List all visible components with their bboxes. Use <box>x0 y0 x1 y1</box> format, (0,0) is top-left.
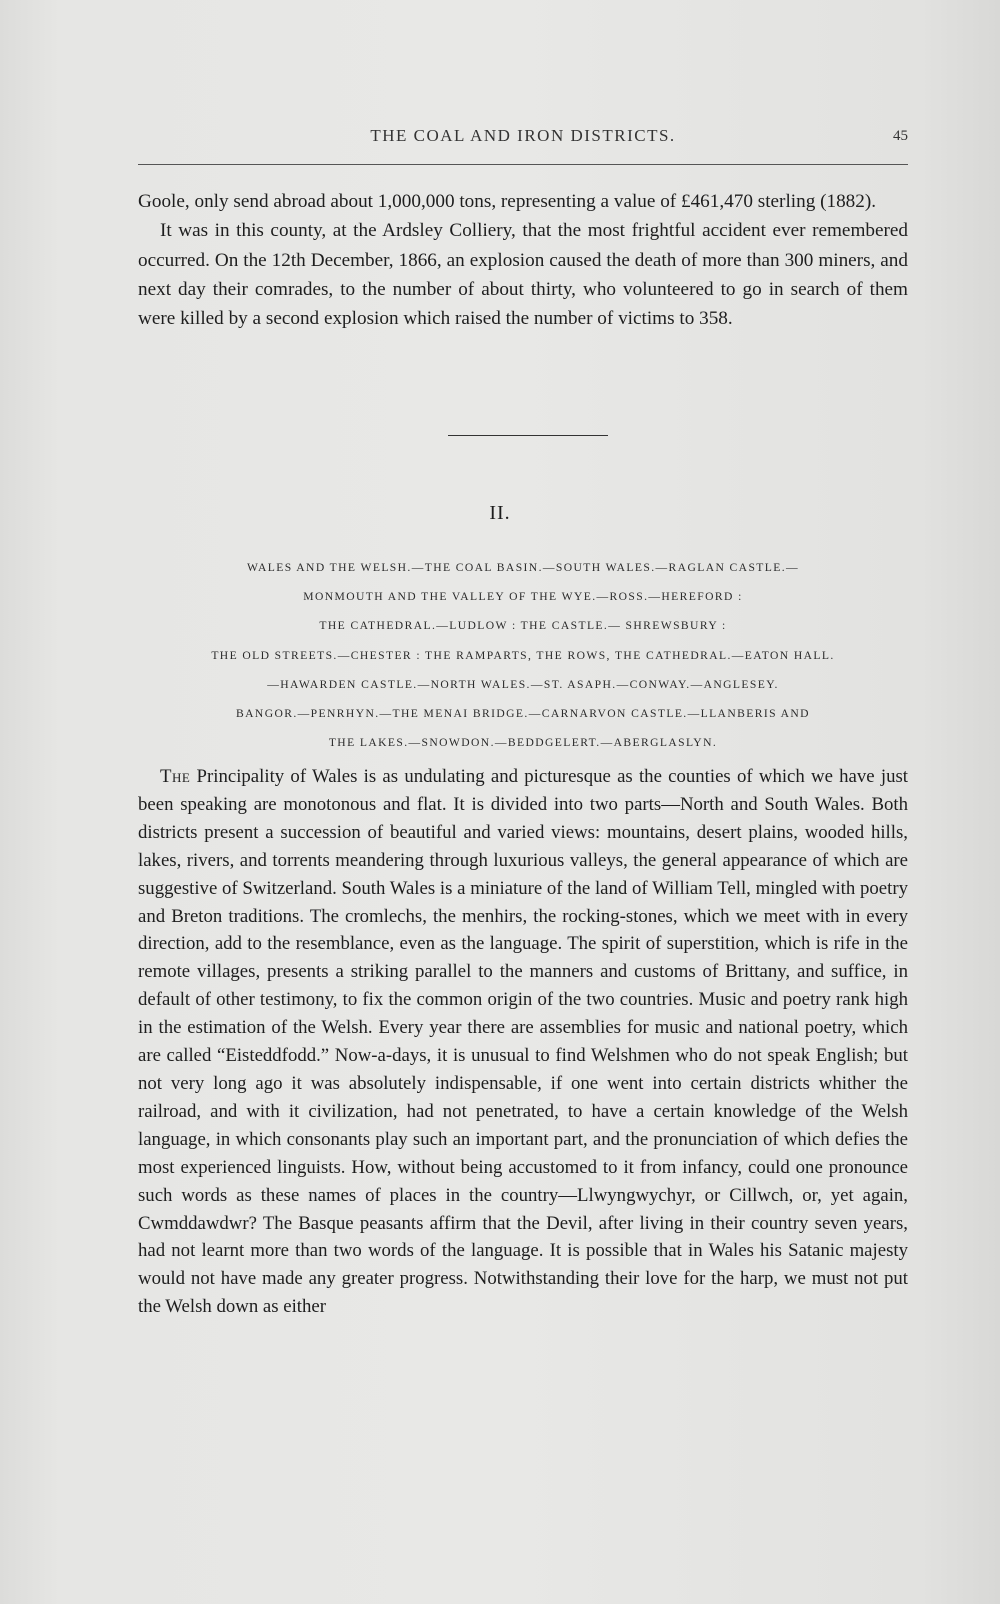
page-header <box>138 120 908 160</box>
summary-line: BANGOR.—PENRHYN.—THE MENAI BRIDGE.—CARNARVON CASTLE.—LLANBERIS AND <box>236 707 810 721</box>
page-number: 45 <box>893 128 908 144</box>
opening-text <box>138 187 908 333</box>
section-divider <box>448 435 608 436</box>
section-number: II. <box>489 502 511 524</box>
paragraph-3 <box>138 763 908 1321</box>
paragraph-1: Goole, only send abroad about 1,000,000 tons, representing a value of £461,470 sterling (1882). <box>138 191 877 212</box>
header-rule <box>138 164 908 165</box>
summary-line: THE OLD STREETS.—CHESTER : THE RAMPARTS, THE ROWS, THE CATHEDRAL.—EATON HALL. <box>211 648 835 662</box>
running-title: THE COAL AND IRON DISTRICTS. <box>370 126 676 145</box>
paragraph-2: It was in this county, at the Ardsley Colliery, that the most frightful accident ever remembered occurred. On the 12th December, 1866, an explosion caused the death of more than 300 miners, and next day their comrades, to the number of about thirty, who volunteered to go in search of them were killed by a second explosion which raised the number of victims to 358. <box>138 220 908 330</box>
paragraph-3-text: Principality of Wales is as undulating and picturesque as the counties of which we have just been speaking are monotonous and flat. It is divided into two parts—North and South Wales. Both districts present a succession of beautiful and varied views: mountains, desert plains, wooded hills, lakes, rivers, and torrents meandering through luxurious valleys, the general appearance of which are suggestive of Switzerland. South Wales is a miniature of the land of William Tell, mingled with poetry and Breton traditions. The cromlechs, the menhirs, the rocking-stones, which we meet with in every direction, add to the resemblance, even as the language. The spirit of superstition, which is rife in the remote villages, presents a striking parallel to the manners and customs of Brittany, and suffice, in default of other testimony, to fix the common origin of the two countries. Music and poetry rank high in the estimation of the Welsh. Every year there are assemblies for music and national poetry, which are called “Eisteddfodd.” Now-a-days, it is unusual to find Welshmen who do not speak English; but not very long ago it was absolutely indispensable, if one went into certain districts whither the railroad, and with it civilization, had not penetrated, to have a certain knowledge of the Welsh language, in which consonants play such an important part, and the pronunciation of which defies the most experienced linguists. How, without being accustomed to it from infancy, could one pronounce such words as these names of places in the country—Llwyngwychyr, or Cillwch, or, yet again, Cwmddawdwr? The Basque peasants affirm that the Devil, after living in their country seven years, had not learnt more than two words of the language. It is possible that in Wales his Satanic majesty would not have made any greater progress. Notwithstanding their love for the harp, we must not put the Welsh down as either <box>138 766 908 1318</box>
summary-line: MONMOUTH AND THE VALLEY OF THE WYE.—ROSS.—HEREFORD : <box>303 590 743 604</box>
summary-line: THE CATHEDRAL.—LUDLOW : THE CASTLE.— SHREWSBURY : <box>319 619 727 633</box>
summary-line: WALES AND THE WELSH.—THE COAL BASIN.—SOUTH WALES.—RAGLAN CASTLE.— <box>246 561 800 574</box>
chapter-summary <box>138 553 908 757</box>
paragraph-lead-word: The <box>160 766 191 787</box>
summary-line: THE LAKES.—SNOWDON.—BEDDGELERT.—ABERGLASLYN. <box>328 736 718 750</box>
section-body <box>138 763 908 1321</box>
summary-line: —HAWARDEN CASTLE.—NORTH WALES.—ST. ASAPH.—CONWAY.—ANGLESEY. <box>267 677 779 691</box>
